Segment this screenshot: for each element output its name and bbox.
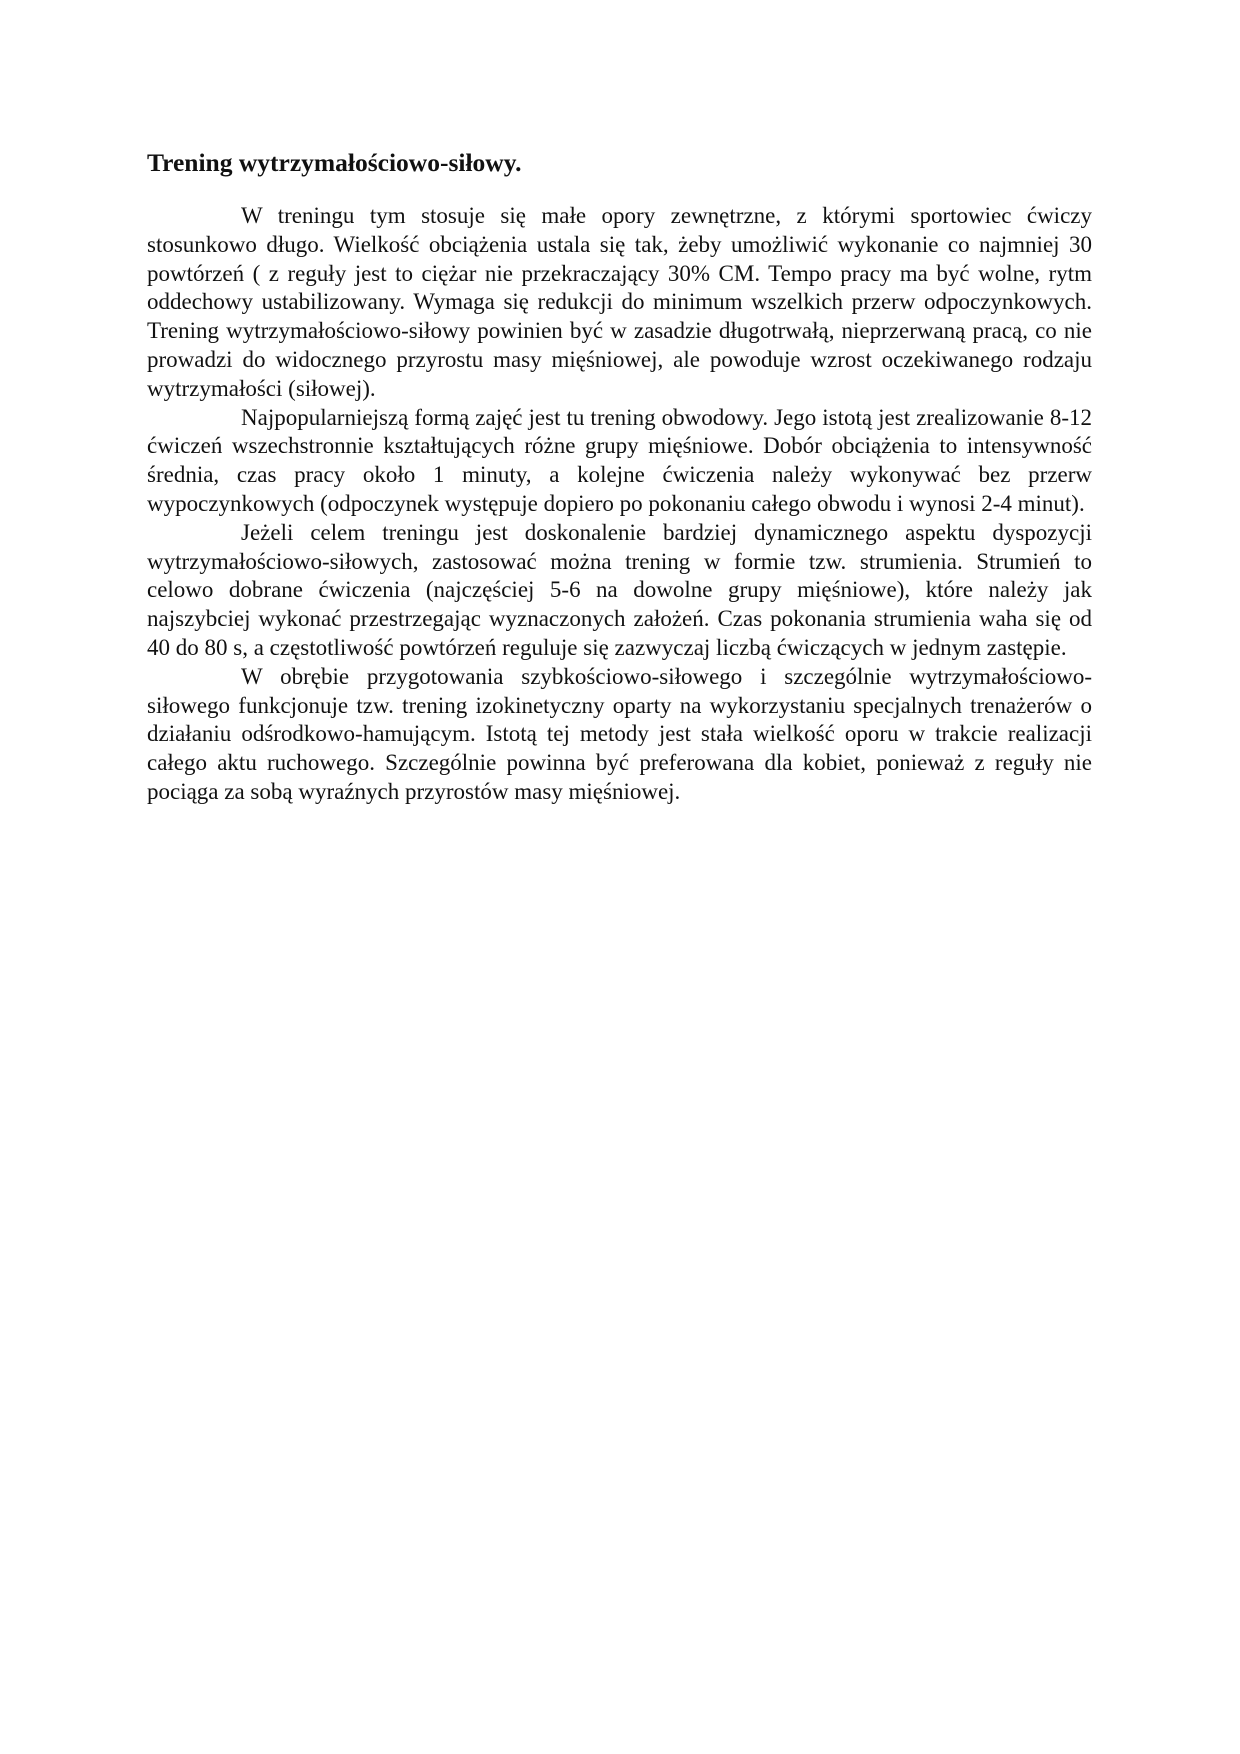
paragraph-intro: W treningu tym stosuje się małe opory zewnętrzne, z którymi sportowiec ćwiczy stosunkowo długo. Wielkość obciążenia ustala się tak, żeby umożliwić wykonanie co najmniej 30 powtórzeń ( z reguły jest to ciężar nie przekraczający 30% CM. Tempo pracy ma być wolne, rytm oddechowy ustabilizowany. Wymaga się redukcji do minimum wszelkich przerw odpoczynkowych. Trening wytrzymałościowo-siłowy powinien być w zasadzie długotrwałą, nieprzerwaną pracą, co nie prowadzi do widocznego przyrostu masy mięśniowej, ale powoduje wzrost oczekiwanego rodzaju wytrzymałości (siłowej). (147, 203, 1092, 401)
paragraph-stream-training: Jeżeli celem treningu jest doskonalenie bardziej dynamicznego aspektu dyspozycji wytrzymałościowo-siłowych, zastosować można trening w formie tzw. strumienia. Strumień to celowo dobrane ćwiczenia (najczęściej 5-6 na dowolne grupy mięśniowe), które należy jak najszybciej wykonać przestrzegając wyznaczonych założeń. Czas pokonania strumienia waha się od 40 do 80 s, a częstotliwość powtórzeń reguluje się zazwyczaj liczbą ćwiczących w jednym zastępie. (147, 519, 1092, 660)
document-body (147, 146, 1092, 807)
paragraph-isokinetic-training: W obrębie przygotowania szybkościowo-siłowego i szczególnie wytrzymałościowo-siłowego funkcjonuje tzw. trening izokinetyczny oparty na wykorzystaniu specjalnych trenażerów o działaniu odśrodkowo-hamującym. Istotą tej metody jest stała wielkość oporu w trakcie realizacji całego aktu ruchowego. Szczególnie powinna być preferowana dla kobiet, ponieważ z reguły nie pociąga za sobą wyraźnych przyrostów masy mięśniowej. (147, 663, 1092, 804)
paragraph-circuit-training: Najpopularniejszą formą zajęć jest tu trening obwodowy. Jego istotą jest zrealizowanie 8-12 ćwiczeń wszechstronnie kształtujących różne grupy mięśniowe. Dobór obciążenia to intensywność średnia, czas pracy około 1 minuty, a kolejne ćwiczenia należy wykonywać bez przerw wypoczynkowych (odpoczynek występuje dopiero po pokonaniu całego obwodu i wynosi 2-4 minut). (147, 404, 1092, 516)
document-title: Trening wytrzymałościowo-siłowy. (147, 148, 522, 177)
